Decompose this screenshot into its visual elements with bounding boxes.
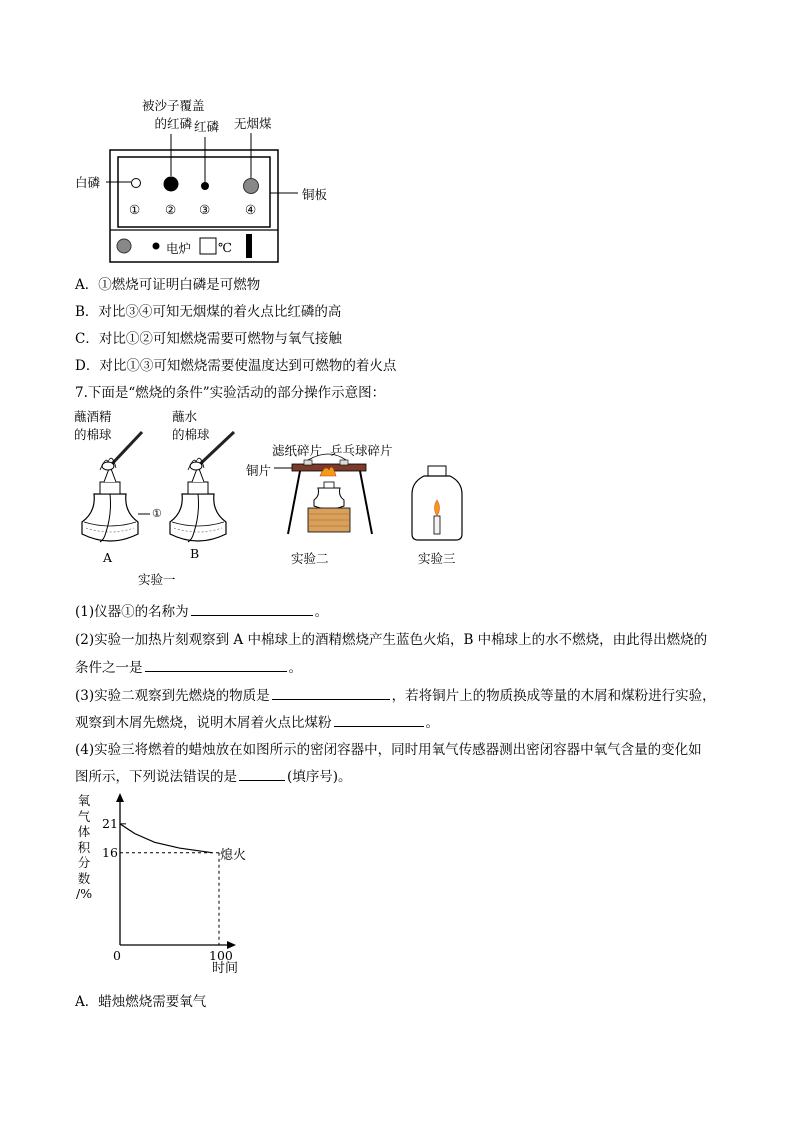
option-b: B．对比③④可知无烟煤的着火点比红磷的高	[75, 304, 342, 320]
stove-switch	[246, 234, 252, 258]
sub-question-2-line2: 条件之一是 。	[75, 660, 302, 676]
label-filter-paper: 滤纸碎片	[272, 443, 323, 458]
oxygen-curve	[120, 824, 212, 853]
y-axis-arrow	[116, 793, 124, 802]
num-3: ③	[199, 202, 211, 217]
answer-blank-3[interactable]	[272, 687, 390, 700]
x-tick-label-0: 0	[113, 948, 121, 963]
option-c: C．对比①②可知燃烧需要可燃物与氧气接触	[75, 331, 342, 347]
experiment-diagram	[70, 404, 470, 589]
sub-question-3-line2: 观察到木屑先燃烧，说明木屑着火点比煤粉 。	[75, 715, 439, 731]
stove-label: 电炉	[166, 241, 192, 256]
y-tick-label-21: 21	[102, 815, 118, 831]
label-copper-plate: 铜板	[302, 187, 328, 202]
x-tick-label-100: 100	[209, 948, 233, 963]
y-tick-label-16: 16	[102, 844, 118, 860]
label-alcohol-line1: 蘸酒精	[74, 409, 112, 424]
tripod-setup	[274, 454, 372, 534]
sub-question-4-line1: (4)实验三将燃着的蜡烛放在如图所示的密闭容器中，同时用氧气传感器测出密闭容器中氧气含量的变化如	[75, 742, 702, 758]
label-white-phosphorus: 白磷	[75, 175, 101, 190]
label-pingpong: 乒乓球碎片	[330, 443, 393, 458]
option-d: D．对比①③可知燃烧需要使温度达到可燃物的着火点	[75, 358, 397, 374]
sub-question-1: (1)仪器①的名称为 。	[75, 604, 329, 620]
label-water-line1: 蘸水	[172, 409, 198, 424]
q7-title: 7.下面是“燃烧的条件”实验活动的部分操作示意图：	[75, 385, 386, 401]
sub-question-4-line2: 图所示，下列说法错误的是 (填序号)。	[75, 769, 352, 785]
label-experiment-1: 实验一	[138, 572, 176, 587]
option-7a: A．蜡烛燃烧需要氧气	[75, 994, 207, 1010]
label-circle-1: ①	[152, 507, 162, 520]
stove-indicator	[153, 243, 160, 250]
num-2: ②	[165, 202, 177, 217]
alcohol-lamp-a	[82, 432, 150, 542]
white-phosphorus	[132, 179, 141, 188]
sand-covered-red-phosphorus	[164, 177, 179, 192]
stove-display	[200, 238, 216, 254]
candle	[434, 516, 440, 534]
option-a: A．①燃烧可证明白磷是可燃物	[75, 277, 261, 293]
sealed-jar	[412, 466, 462, 540]
label-copper-sheet: 铜片	[246, 463, 272, 478]
label-experiment-3: 实验三	[418, 551, 456, 566]
answer-blank-1[interactable]	[191, 603, 313, 616]
copper-plate-figure	[70, 95, 360, 265]
stove-unit: ℃	[218, 240, 232, 255]
label-anthracite: 无烟煤	[234, 116, 272, 131]
x-axis-label: 时间	[212, 961, 239, 976]
experiment-figure	[70, 404, 470, 589]
sub-question-2-line1: (2)实验一加热片刻观察到 A 中棉球上的酒精燃烧产生蓝色火焰，B 中棉球上的水不燃烧，由此得出燃烧的	[75, 632, 708, 648]
label-water-line2: 的棉球	[172, 427, 210, 442]
extinguish-annotation: 熄火	[220, 847, 247, 863]
stove-knob	[117, 239, 131, 253]
y-axis-label: 氧 气 体 积 分 数 /%	[76, 793, 93, 901]
label-alcohol-line2: 的棉球	[74, 427, 112, 442]
answer-blank-4[interactable]	[334, 714, 424, 727]
oxygen-chart-svg	[70, 790, 270, 980]
answer-blank-5[interactable]	[239, 768, 285, 781]
label-sand-line2: 的红磷	[154, 116, 193, 131]
red-phosphorus	[201, 182, 209, 190]
label-sand-line1: 被沙子覆盖	[142, 98, 205, 113]
num-4: ④	[245, 202, 257, 217]
label-experiment-2: 实验二	[291, 551, 329, 566]
oxygen-chart	[70, 790, 270, 980]
label-a: A	[103, 550, 113, 565]
anthracite-coal	[244, 179, 259, 194]
label-red-phosphorus: 红磷	[194, 119, 220, 134]
alcohol-lamp-b	[170, 432, 234, 542]
num-1: ①	[129, 202, 141, 217]
label-b: B	[190, 546, 200, 561]
answer-blank-2[interactable]	[145, 659, 287, 672]
sub-question-3-line1: (3)实验二观察到先燃烧的物质是 ，若将铜片上的物质换成等量的木屑和煤粉进行实验，	[75, 688, 716, 704]
